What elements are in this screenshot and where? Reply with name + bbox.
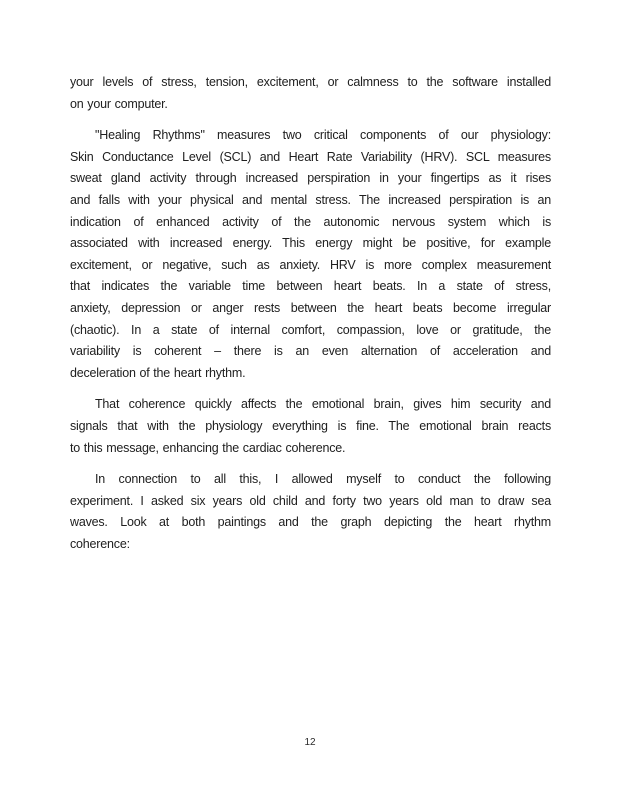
text-line: (chaotic). In a state of internal comfort, compassion, love or gratitude, the bbox=[70, 322, 551, 337]
paragraph bbox=[70, 394, 551, 459]
text-line: associated with increased energy. This energy might be positive, for example bbox=[70, 236, 551, 251]
text-line: to this message, enhancing the cardiac coherence. bbox=[70, 440, 346, 455]
paragraph bbox=[70, 125, 551, 384]
text-line: waves. Look at both paintings and the graph depicting the heart rhythm bbox=[70, 515, 551, 530]
text-line: excitement, or negative, such as anxiety. HRV is more complex measurement bbox=[70, 257, 551, 272]
text-line: "Healing Rhythms" measures two critical components of our physiology: bbox=[95, 128, 551, 143]
text-line: on your computer. bbox=[70, 96, 168, 111]
text-line: and falls with your physical and mental stress. The increased perspiration is an bbox=[70, 192, 551, 207]
text-line: deceleration of the heart rhythm. bbox=[70, 365, 246, 380]
text-line: that indicates the variable time between heart beats. In a state of stress, bbox=[70, 279, 551, 294]
paragraph bbox=[70, 469, 551, 555]
text-line: indication of enhanced activity of the autonomic nervous system which is bbox=[70, 214, 551, 229]
text-line: Skin Conductance Level (SCL) and Heart Rate Variability (HRV). SCL measures bbox=[70, 149, 551, 164]
page-number: 12 bbox=[304, 737, 316, 748]
text-line: experiment. I asked six years old child and forty two years old man to draw sea bbox=[70, 493, 551, 508]
text-line: anxiety, depression or anger rests between the heart beats become irregular bbox=[70, 300, 551, 315]
text-line: variability is coherent – there is an even alternation of acceleration and bbox=[70, 344, 551, 359]
text-line: In connection to all this, I allowed myself to conduct the following bbox=[95, 472, 551, 487]
paragraph bbox=[70, 72, 551, 115]
text-block bbox=[70, 72, 551, 565]
text-line: coherence: bbox=[70, 536, 130, 551]
text-line: your levels of stress, tension, excitement, or calmness to the software installed bbox=[70, 75, 551, 89]
text-line: sweat gland activity through increased perspiration in your fingertips as it rises bbox=[70, 171, 551, 186]
text-line: That coherence quickly affects the emotional brain, gives him security and bbox=[95, 397, 551, 412]
text-line: signals that with the physiology everything is fine. The emotional brain reacts bbox=[70, 418, 551, 433]
